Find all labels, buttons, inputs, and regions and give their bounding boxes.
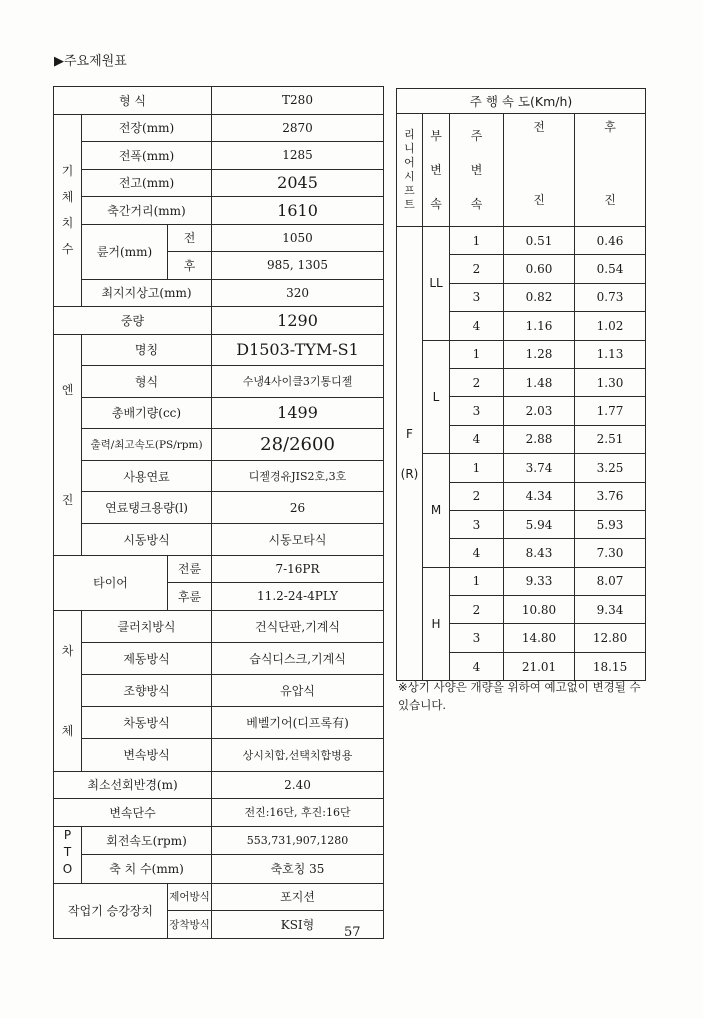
spec-table [53,86,384,939]
gear-cell: 1 [450,567,504,595]
rev-speed: 1.02 [575,312,646,340]
diff-value: 베벨기어(디프록有) [212,707,384,739]
tread-rear-value: 985, 1305 [212,252,384,280]
gears-label: 변속단수 [54,799,212,827]
rev-speed: 1.77 [575,397,646,425]
rev-speed: 12.80 [575,624,646,652]
body-dims-group: 기체치수 [54,114,82,307]
gear-cell: 2 [450,368,504,396]
speed-title: 주 행 속 도(Km/h) [397,89,646,114]
steering-label: 조향방식 [82,674,212,706]
range-m: M [423,454,450,568]
height-value: 2045 [212,169,384,197]
fwd-speed: 1.48 [504,368,575,396]
output-label: 출력/최고속도(PS/rpm) [82,429,212,461]
range-l: L [423,340,450,454]
gear-cell: 4 [450,312,504,340]
fuel-label: 사용연료 [82,460,212,492]
fwd-speed: 5.94 [504,510,575,538]
fwd-speed: 10.80 [504,596,575,624]
pto-shaft-value: 축호칭 35 [212,855,384,884]
tread-label: 륜거(mm) [82,224,168,279]
rev-speed: 18.15 [575,652,646,680]
gear-cell: 1 [450,340,504,368]
clutch-label: 클러치방식 [82,610,212,642]
displacement-label: 총배기량(cc) [82,397,212,429]
fwd-speed: 9.33 [504,567,575,595]
model-label: 형 식 [54,87,212,115]
rev-speed: 1.30 [575,368,646,396]
width-label: 전폭(mm) [82,142,212,170]
turning-radius-label: 최소선회반경(m) [54,771,212,799]
gear-cell: 3 [450,510,504,538]
clutch-value: 건식단판,기계식 [212,610,384,642]
rev-speed: 8.07 [575,567,646,595]
pto-group: PTO [54,826,82,883]
shift-label: 변속방식 [82,739,212,771]
page-number: 57 [344,925,361,940]
gears-value: 전진:16단, 후진:16단 [212,799,384,827]
pto-speed-value: 553,731,907,1280 [212,826,384,855]
tank-label: 연료탱크용량(l) [82,492,212,524]
fwd-speed: 1.28 [504,340,575,368]
ground-clearance-label: 최지지상고(mm) [82,279,212,307]
tire-front-label: 전륜 [168,555,212,583]
hitch-mount-value: KSI형 [212,911,384,939]
rev-speed: 9.34 [575,596,646,624]
rev-speed: 3.25 [575,454,646,482]
fwd-speed: 0.51 [504,227,575,255]
height-label: 전고(mm) [82,169,212,197]
fwd-speed: 0.60 [504,255,575,283]
output-value: 28/2600 [212,429,384,461]
length-label: 전장(mm) [82,114,212,142]
width-value: 1285 [212,142,384,170]
fwd-speed: 1.16 [504,312,575,340]
rev-speed: 0.73 [575,283,646,311]
length-value: 2870 [212,114,384,142]
fwd-speed: 2.03 [504,397,575,425]
brake-value: 습식디스크,기계식 [212,642,384,674]
rev-speed: 0.54 [575,255,646,283]
rev-speed: 5.93 [575,510,646,538]
pto-shaft-label: 축 치 수(mm) [82,855,212,884]
rev-speed: 7.30 [575,539,646,567]
range-ll: LL [423,227,450,341]
spec-change-note: ※상기 사양은 개량을 위하여 예고없이 변경될 수 있습니다. [398,680,641,712]
engine-name-label: 명칭 [82,334,212,366]
hitch-control-label: 제어방식 [168,883,212,911]
start-label: 시동방식 [82,523,212,555]
range-h: H [423,567,450,681]
tread-front-value: 1050 [212,224,384,252]
gear-cell: 1 [450,454,504,482]
gear-cell: 4 [450,652,504,680]
hitch-group: 작업기 승강장치 [54,883,168,938]
rev-speed: 2.51 [575,425,646,453]
tank-value: 26 [212,492,384,524]
tread-rear-label: 후 [168,252,212,280]
gear-cell: 2 [450,482,504,510]
section-title: ▶주요제원표 [54,54,127,69]
gear-cell: 4 [450,539,504,567]
turning-radius-value: 2.40 [212,771,384,799]
engine-name-value: D1503-TYM-S1 [212,334,384,366]
fwd-speed: 4.34 [504,482,575,510]
brake-label: 제동방식 [82,642,212,674]
fwd-speed: 8.43 [504,539,575,567]
gear-cell: 2 [450,596,504,624]
engine-group: 엔진 [54,334,82,555]
gear-cell: 3 [450,624,504,652]
tread-front-label: 전 [168,224,212,252]
wheelbase-value: 1610 [212,197,384,225]
weight-value: 1290 [212,307,384,335]
speed-table [396,88,646,681]
diff-label: 차동방식 [82,707,212,739]
wheelbase-label: 축간거리(mm) [82,197,212,225]
rev-speed: 3.76 [575,482,646,510]
fwd-speed: 3.74 [504,454,575,482]
rev-speed: 1.13 [575,340,646,368]
gear-cell: 1 [450,227,504,255]
col-main-shift: 주변속 [450,114,504,227]
tire-rear-value: 11.2-24-4PLY [212,583,384,611]
pto-speed-label: 회전속도(rpm) [82,826,212,855]
rev-speed: 0.46 [575,227,646,255]
model-value: T280 [212,87,384,115]
tire-front-value: 7-16PR [212,555,384,583]
steering-value: 유압식 [212,674,384,706]
displacement-value: 1499 [212,397,384,429]
ground-clearance-value: 320 [212,279,384,307]
fuel-value: 디젤경유JIS2호,3호 [212,460,384,492]
col-linear-shift: 리니어시프트 [397,114,423,227]
gear-cell: 3 [450,283,504,311]
weight-label: 중량 [54,307,212,335]
start-value: 시동모타식 [212,523,384,555]
col-sub-shift: 부변속 [423,114,450,227]
shift-value: 상시치합,선택치합병용 [212,739,384,771]
fr-group: F (R) [397,227,423,681]
col-forward: 전 진 [504,114,575,227]
hitch-control-value: 포지션 [212,883,384,911]
hitch-mount-label: 장착방식 [168,911,212,939]
engine-type-value: 수냉4사이클3기통디젤 [212,366,384,398]
chassis-group: 차체 [54,610,82,771]
col-reverse: 후 진 [575,114,646,227]
tire-rear-label: 후륜 [168,583,212,611]
fwd-speed: 21.01 [504,652,575,680]
tire-group: 타이어 [54,555,168,610]
gear-cell: 2 [450,255,504,283]
fwd-speed: 0.82 [504,283,575,311]
fwd-speed: 2.88 [504,425,575,453]
gear-cell: 4 [450,425,504,453]
engine-type-label: 형식 [82,366,212,398]
gear-cell: 3 [450,397,504,425]
fwd-speed: 14.80 [504,624,575,652]
